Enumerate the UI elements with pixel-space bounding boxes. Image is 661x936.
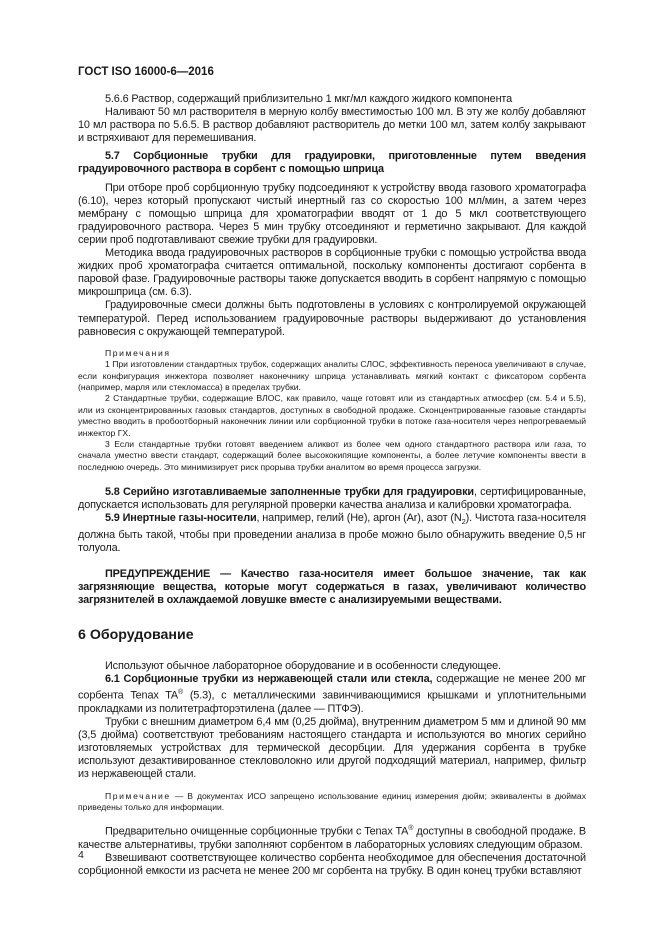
clause-5-7-para-2: Методика ввода градуировочных растворов в сорбционные трубки с помощью устройства ввода жидких проб хроматографа считается оптимальной, поскольку компоненты достигают сорбента в паровой фазе. Градуировочные растворы также допускается вводить в сорбент напрямую с помощью микрошприца (см. 6.3). bbox=[78, 247, 586, 299]
note-2: 2 Стандартные трубки, содержащие ВЛОС, как правило, чаще готовят или из стандартных атмосфер (см. 5.4 и 5.5), или из сконцентрированных газовых стандартов, доступных в свободной продаже. Сконцентрированные газовые стандарты уместно вводить в пробоотборный наконечник линии или сорбционной трубки в потоке газа-носителя через непрогреваемый инжектор ГХ. bbox=[78, 393, 586, 438]
clause-5-9-subscript: 2 bbox=[461, 517, 466, 527]
notes-title: Примечания bbox=[105, 347, 171, 358]
clause-5-7-para-3: Градуировочные смеси должны быть подготовлены в условиях с контролируемой окружающей температурой. Перед использованием градуировочные растворы выдерживают до установления равновесия с окружающей температурой. bbox=[78, 299, 586, 338]
section-6-intro: Используют обычное лабораторное оборудование и в особенности следующее. bbox=[105, 660, 501, 673]
clause-6-1-para-3-a: Предварительно очищенные сорбционные трубки с Tenax TA bbox=[105, 825, 409, 838]
clause-5-6-6-title: 5.6.6 Раствор, содержащий приблизительно 1 мкг/мл каждого жидкого компонента bbox=[105, 93, 513, 105]
clause-5-9-text-a: , например, гелий (He), аргон (Ar), азот (N bbox=[256, 512, 462, 525]
warning-text: ПРЕДУПРЕЖДЕНИЕ — Качество газа-носителя имеет большое значение, так как загрязняющие вещества, которые могут содержаться в газах, увеличивают количество загрязнителей в охлаждаемой ловушке вместе с анализируемыми веществами. bbox=[78, 567, 586, 606]
section-6-title: 6 Оборудование bbox=[78, 627, 194, 644]
clause-5-8-title: 5.8 Серийно изготавливаемые заполненные трубки для градуировки bbox=[105, 486, 474, 499]
clause-5-9-title: 5.9 Инертные газы-носители bbox=[105, 512, 257, 525]
note-inch-label: Примечание bbox=[105, 790, 171, 801]
clause-5-6-6-text: Наливают 50 мл растворителя в мерную колбу вместимостью 100 мл. В эту же колбу добавляют 10 мл раствора по 5.6.5. В раствор добавляют растворитель до метки 100 мл, затем колбу закрывают и встряхивают для перемешивания. bbox=[78, 106, 586, 145]
note-1: 1 При изготовлении стандартных трубок, содержащих аналиты СЛОС, эффективность переноса увеличивают в случае, если конфигурация инжектора позволяет наконечнику шприца устанавливать мягкий контакт с фиксатором сорбента (например, марля или стекломасса) в пределах трубки. bbox=[78, 359, 586, 392]
clause-6-1-para-3-b: доступны в свободной продаже. В качестве альтернативы, трубки заполняют сорбентом в лабораторных условиях следующим образом. bbox=[78, 825, 587, 852]
clause-6-1-text-a: содержащие не менее 200 мг сорбента Tenax TA bbox=[78, 673, 586, 702]
clause-6-1-para-3 bbox=[78, 822, 586, 852]
note-inch bbox=[78, 791, 586, 814]
document-body bbox=[78, 93, 586, 878]
clause-5-9 bbox=[78, 512, 586, 554]
clause-5-9-text-b: ). Чистота газа-носителя должна быть такой, чтобы при проведении анализа в пробе можно было обнаружить введение 0,5 нг толуола. bbox=[78, 512, 586, 554]
clause-5-8-text: , сертифицированные, допускается использовать для регулярной проверки качества анализа и калибровки хроматографа. bbox=[78, 486, 586, 512]
clause-6-1 bbox=[78, 673, 586, 716]
clause-5-8 bbox=[78, 486, 586, 512]
registered-mark: ® bbox=[178, 689, 184, 697]
clause-6-1-title: 6.1 Сорбционные трубки из нержавеющей стали или стекла, bbox=[105, 673, 433, 686]
clause-5-7-heading: 5.7 Сорбционные трубки для градуировки, приготовленные путем введения градуировочного раствора в сорбент с помощью шприца bbox=[78, 150, 586, 176]
page-number: 4 bbox=[78, 849, 84, 861]
note-inch-text: — В документах ИСО запрещено использование единиц измерения дюйм; эквиваленты в дюймах приведены только для информации. bbox=[78, 790, 586, 812]
registered-mark-2: ® bbox=[408, 825, 414, 833]
clause-5-7-para-1: При отборе проб сорбционную трубку подсоединяют к устройству ввода газового хроматографа (6.10), через который пропускают чистый инертный газ со скоростью 100 мл/мин, а затем через мембрану с помощью шприца для хроматографии вводят от 1 до 5 мкл соответствующего градуировочного раствора. Через 5 мин трубку отсоединяют и герметично закрывают. Для каждой серии проб подготавливают свежие трубки для градуировки. bbox=[78, 181, 586, 246]
page-header: ГОСТ ISO 16000-6—2016 bbox=[78, 66, 214, 78]
clause-6-1-para-2: Трубки с внешним диаметром 6,4 мм (0,25 дюйма), внутренним диаметром 5 мм и длиной 90 мм (3,5 дюйма) соответствуют требованиям настоящего стандарта и используются во многих серийно изготовляемых устройствах для термической десорбции. Для удержания сорбента в трубке используют дезактивированное стекловолокно или другой подходящий материал, например, фильтр из нержавеющей стали. bbox=[78, 716, 586, 781]
clause-6-1-text-b: (5.3), с металлическими завинчивающимися крышками и уплотнительными прокладками из политетрафторэтилена (далее — ПТФЭ). bbox=[78, 689, 586, 715]
note-3: 3 Если стандартные трубки готовят введением аликвот из более чем одного стандартного раствора или газа, то сначала уместно ввести стандарт, содержащий более высококипящие компоненты, а более летучие компоненты ввести в последнюю очередь. Это минимизирует риск прорыва трубки аналитом во время процесса загрузки. bbox=[78, 438, 586, 472]
clause-6-1-para-4: Взвешивают соответствующее количество сорбента необходимое для обеспечения достаточной сорбционной емкости из расчета не менее 200 мг сорбента на трубку. В один конец трубки вставляют bbox=[78, 852, 586, 878]
